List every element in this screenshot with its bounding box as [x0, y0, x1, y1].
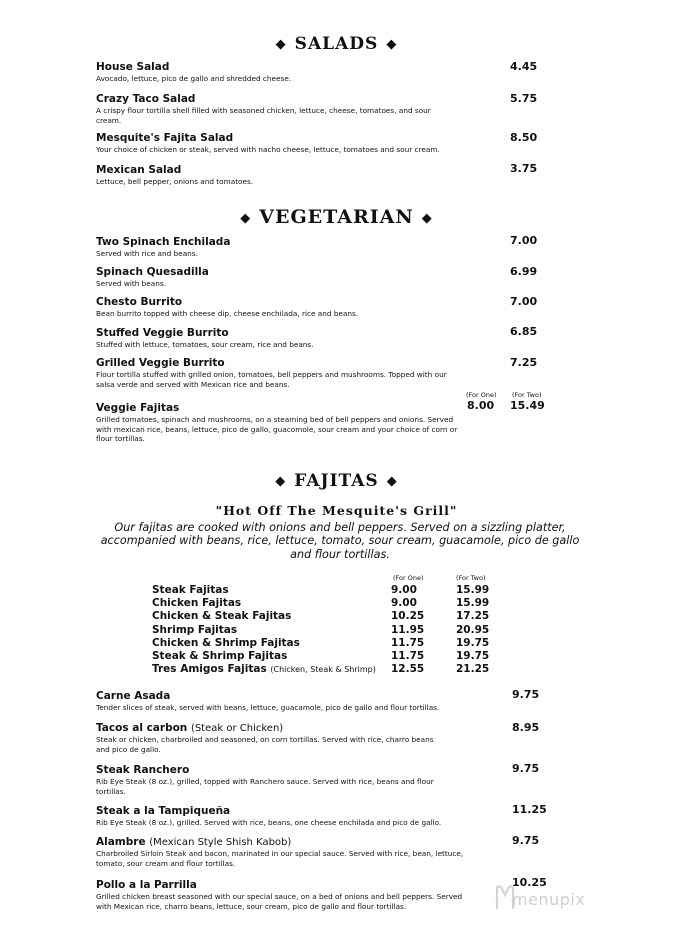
item-price: 3.75	[510, 162, 538, 175]
price-for-two: 15.49	[510, 399, 545, 412]
menu-item-chesto-burrito	[96, 296, 516, 319]
menu-item-mexican-salad	[96, 164, 516, 187]
item-name: Spinach Quesadilla	[96, 266, 209, 278]
item-desc: Served with rice and beans.	[96, 249, 198, 258]
table-row	[152, 624, 502, 637]
item-price: 11.25	[512, 803, 547, 816]
item-desc: Stuffed with lettuce, tomatoes, sour cream, rice and beans.	[96, 340, 314, 349]
item-desc: Flour tortilla stuffed with grilled onion, tomatoes, bell peppers and mushrooms. Topped with our salsa verde and served with Mexican rice and beans.	[96, 370, 447, 389]
menu-item-spinach-enchilada	[96, 236, 516, 259]
diamond-icon: ◆	[275, 474, 287, 489]
item-price: 8.95	[512, 721, 540, 734]
table-row	[152, 584, 502, 597]
vegetarian-heading: ◆ VEGETARIAN ◆	[240, 206, 433, 228]
item-name: Pollo a la Parrilla	[96, 879, 197, 891]
item-price: 10.25	[512, 876, 547, 889]
item-name: Alambre (Mexican Style Shish Kabob)	[96, 836, 292, 848]
item-desc: Tender slices of steak, served with beans, lettuce, guacamole, pico de gallo and flour tortillas.	[96, 703, 440, 712]
item-name: Two Spinach Enchilada	[96, 236, 231, 248]
item-name: Grilled Veggie Burrito	[96, 357, 225, 369]
item-name: Stuffed Veggie Burrito	[96, 327, 229, 339]
item-name: Mesquite's Fajita Salad	[96, 132, 234, 144]
for-one-label: (For One)	[466, 391, 497, 399]
item-name: Crazy Taco Salad	[96, 93, 196, 105]
fajita-name: Chicken & Steak Fajitas	[152, 610, 292, 623]
price-for-one: 12.55	[391, 663, 425, 676]
fajita-name: Tres Amigos Fajitas (Chicken, Steak & Shrimp)	[152, 663, 376, 676]
price-for-two: 17.25	[456, 610, 490, 623]
item-price: 9.75	[512, 688, 540, 701]
fajita-rows	[152, 584, 502, 676]
item-desc: Steak or chicken, charbroiled and seasoned, on corn tortillas. Served with rice, charro beans and pico de gallo.	[96, 735, 434, 754]
item-name: Tacos al carbon (Steak or Chicken)	[96, 722, 284, 734]
fajitas-heading: ◆ FAJITAS ◆	[275, 471, 398, 491]
diamond-icon: ◆	[275, 37, 287, 52]
item-desc: Bean burrito topped with cheese dip, cheese enchilada, rice and beans.	[96, 309, 359, 318]
item-price: 4.45	[510, 60, 538, 73]
menu-item-stuffed-veggie-burrito	[96, 327, 516, 350]
menu-item-tacos-al-carbon	[96, 722, 446, 754]
table-header	[152, 572, 502, 584]
item-price: 6.85	[510, 325, 538, 338]
item-price: 8.50	[510, 131, 538, 144]
salads-heading: ◆ SALADS ◆	[275, 34, 398, 54]
for-two-label: (For Two)	[456, 574, 486, 582]
table-row	[152, 663, 502, 676]
item-desc: Rib Eye Steak (8 oz.), grilled, topped with Ranchero sauce. Served with rice, beans and flour tortillas.	[96, 777, 434, 796]
item-price: 9.75	[512, 762, 540, 775]
diamond-icon: ◆	[386, 37, 398, 52]
item-name: Veggie Fajitas	[96, 402, 180, 414]
menu-item-steak-tampiquena	[96, 805, 486, 828]
menu-item-fajita-salad	[96, 132, 516, 155]
price-for-two: 15.99	[456, 597, 490, 610]
item-desc: A crispy flour tortilla shell filled with seasoned chicken, lettuce, cheese, tomatoes, and sour cream.	[96, 106, 431, 125]
item-name: Steak a la Tampiqueña	[96, 805, 231, 817]
item-name: Mexican Salad	[96, 164, 182, 176]
item-price: 7.25	[510, 356, 538, 369]
fajitas-intro: Our fajitas are cooked with onions and bell peppers. Served on a sizzling platter, accompanied with beans, rice, lettuce, tomato, sour cream, guacamole, pico de gallo and flour tortillas.	[100, 521, 580, 561]
for-one-label: (For One)	[393, 574, 424, 582]
price-for-two: 15.99	[456, 584, 490, 596]
item-price: 9.75	[512, 834, 540, 847]
item-desc: Your choice of chicken or steak, served with nacho cheese, lettuce, tomatoes and sour cream.	[96, 145, 440, 154]
table-row	[152, 597, 502, 610]
item-price: 7.00	[510, 295, 538, 308]
item-desc: Avocado, lettuce, pico de gallo and shredded cheese.	[96, 74, 292, 83]
menu-item-house-salad	[96, 61, 516, 84]
watermark-text: menupix	[512, 890, 586, 909]
item-name: Steak Ranchero	[96, 764, 190, 776]
item-desc: Grilled chicken breast seasoned with our special sauce, on a bed of onions and bell peppers. Served with Mexican rice, charro beans, lettuce, sour cream, pico de gallo and flour tortillas.	[96, 892, 463, 911]
fajita-name: Steak & Shrimp Fajitas	[152, 649, 288, 662]
fajita-name: Shrimp Fajitas	[152, 623, 238, 636]
price-for-one: 8.00	[467, 399, 495, 412]
item-price: 5.75	[510, 92, 538, 105]
menu-item-carne-asada	[96, 690, 486, 713]
menu-item-veggie-fajitas	[96, 402, 466, 444]
menu-item-grilled-veggie-burrito	[96, 357, 456, 389]
item-desc: Lettuce, bell pepper, onions and tomatoes.	[96, 177, 254, 186]
price-for-one: 11.95	[391, 623, 425, 636]
fajita-name: Chicken Fajitas	[152, 597, 242, 610]
price-for-one: 11.75	[391, 649, 425, 662]
item-name: House Salad	[96, 61, 170, 73]
item-desc: Served with beans.	[96, 279, 167, 288]
menu-item-crazy-taco-salad	[96, 93, 436, 125]
for-two-label: (For Two)	[512, 391, 542, 399]
menu-item-pollo-a-la-parrilla	[96, 879, 476, 911]
price-for-two: 21.25	[456, 663, 490, 676]
price-for-two: 19.75	[456, 636, 490, 649]
price-for-two: 19.75	[456, 649, 490, 662]
fajitas-price-table	[152, 572, 502, 676]
item-name: Carne Asada	[96, 690, 171, 702]
item-price: 7.00	[510, 234, 538, 247]
table-row	[152, 650, 502, 663]
item-desc: Grilled tomatoes, spinach and mushrooms, on a steaming bed of bell peppers and onions. Served with mexican rice, beans, lettuce, pico de gallo, guacomole, sour cream and your choice of corn or flour tortillas.	[96, 415, 458, 444]
menu-item-alambre	[96, 836, 466, 868]
table-row	[152, 637, 502, 650]
fajita-name: Chicken & Shrimp Fajitas	[152, 636, 300, 649]
menu-item-steak-ranchero	[96, 764, 456, 796]
table-row	[152, 610, 502, 623]
diamond-icon: ◆	[421, 210, 433, 226]
fajita-name: Steak Fajitas	[152, 584, 229, 596]
item-price: 6.99	[510, 265, 538, 278]
item-desc: Rib Eye Steak (8 oz.), grilled. Served with rice, beans, one cheese enchilada and pico de gallo.	[96, 818, 442, 827]
price-for-two: 20.95	[456, 623, 490, 636]
item-desc: Charbroiled Sirloin Steak and bacon, marinated in our special sauce. Served with rice, bean, lettuce, tomato, sour cream and flour tortillas.	[96, 849, 464, 868]
price-for-one: 11.75	[391, 636, 425, 649]
price-for-one: 9.00	[391, 584, 417, 596]
item-name: Chesto Burrito	[96, 296, 183, 308]
price-for-one: 9.00	[391, 597, 417, 610]
menu-item-spinach-quesadilla	[96, 266, 516, 289]
price-for-one: 10.25	[391, 610, 425, 623]
diamond-icon: ◆	[386, 474, 398, 489]
fajitas-subtitle: "Hot Off The Mesquite's Grill"	[215, 503, 458, 518]
diamond-icon: ◆	[240, 210, 252, 226]
